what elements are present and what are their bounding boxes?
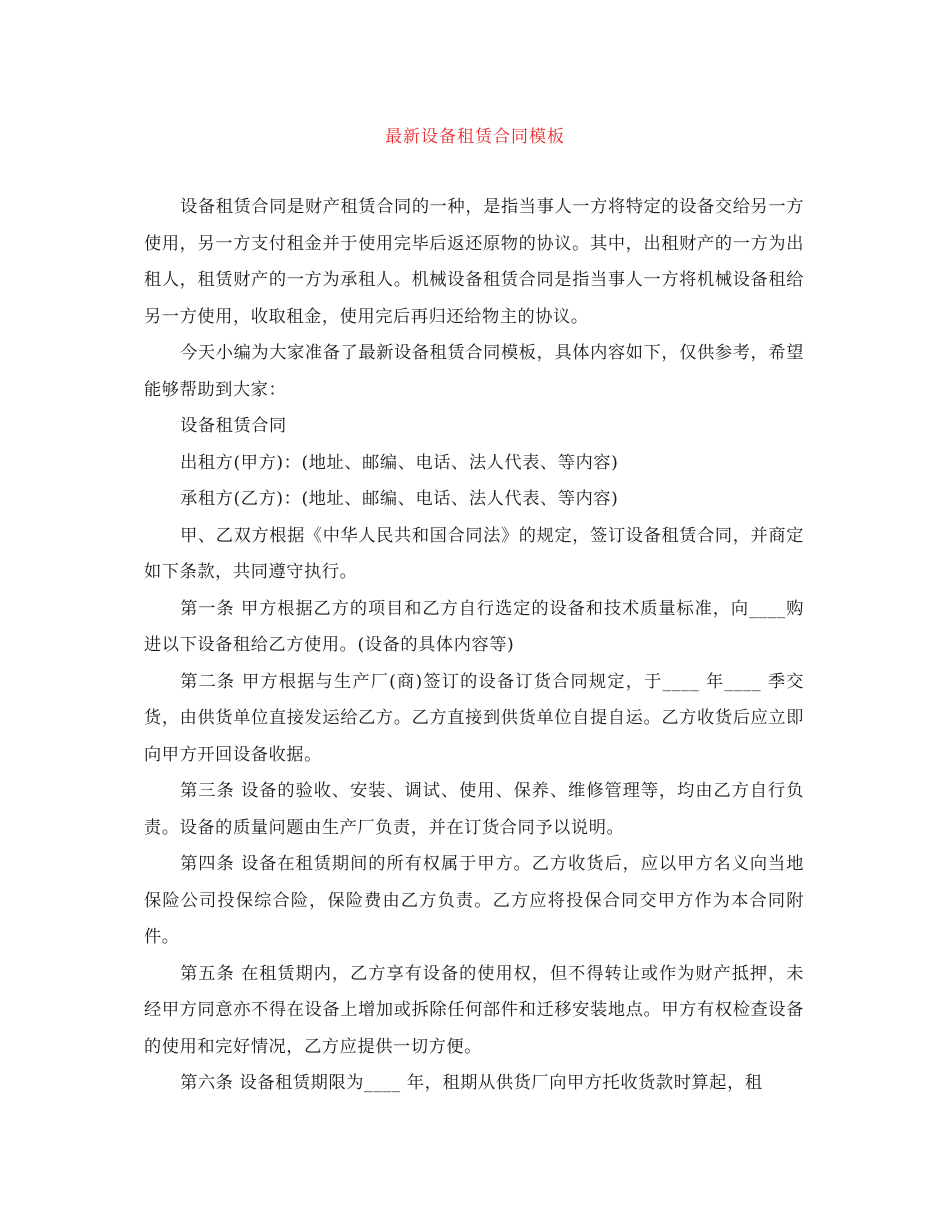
paragraph-article-3: 第三条 设备的验收、安装、调试、使用、保养、维修管理等，均由乙方自行负责。设备的质量问题由生产厂负责，并在订货合同予以说明。 bbox=[144, 781, 804, 838]
paragraph-article-5: 第五条 在租赁期内，乙方享有设备的使用权，但不得转让或作为财产抵押，未经甲方同意亦不得在设备上增加或拆除任何部件和迁移安装地点。甲方有权检查设备的使用和完好情况，乙方应提供一切方便。 bbox=[144, 963, 804, 1057]
document-title: 最新设备租赁合同模板 bbox=[385, 127, 565, 147]
paragraph-article-2: 第二条 甲方根据与生产厂(商)签订的设备订货合同规定，于____ 年____ 季交货，由供货单位直接发运给乙方。乙方直接到供货单位自提自运。乙方收货后应立即向甲方开回设备收据。 bbox=[144, 671, 804, 765]
paragraph-article-1: 第一条 甲方根据乙方的项目和乙方自行选定的设备和技术质量标准，向____购进以下设备租给乙方使用。(设备的具体内容等) bbox=[144, 598, 804, 655]
paragraph-lessor: 出租方(甲方)：(地址、邮编、电话、法人代表、等内容) bbox=[180, 452, 619, 473]
paragraph-intro: 设备租赁合同是财产租赁合同的一种，是指当事人一方将特定的设备交给另一方使用，另一方支付租金并于使用完毕后返还原物的协议。其中，出租财产的一方为出租人，租赁财产的一方为承租人。机械设备租赁合同是指当事人一方将机械设备租给另一方使用，收取租金，使用完后再归还给物主的协议。 bbox=[144, 197, 804, 327]
paragraph-editor-note: 今天小编为大家准备了最新设备租赁合同模板，具体内容如下，仅供参考，希望能够帮助到大家： bbox=[144, 343, 804, 400]
paragraph-article-4: 第四条 设备在租赁期间的所有权属于甲方。乙方收货后，应以甲方名义向当地保险公司投保综合险，保险费由乙方负责。乙方应将投保合同交甲方作为本合同附件。 bbox=[144, 854, 804, 947]
paragraph-article-6: 第六条 设备租赁期限为____ 年，租期从供货厂向甲方托收货款时算起，租 bbox=[180, 1073, 763, 1093]
paragraph-lessee: 承租方(乙方)：(地址、邮编、电话、法人代表、等内容) bbox=[180, 489, 619, 509]
paragraph-preamble: 甲、乙双方根据《中华人民共和国合同法》的规定，签订设备租赁合同，并商定如下条款，共同遵守执行。 bbox=[144, 525, 804, 582]
document-body bbox=[144, 189, 804, 1102]
paragraph-contract-heading: 设备租赁合同 bbox=[180, 416, 287, 436]
